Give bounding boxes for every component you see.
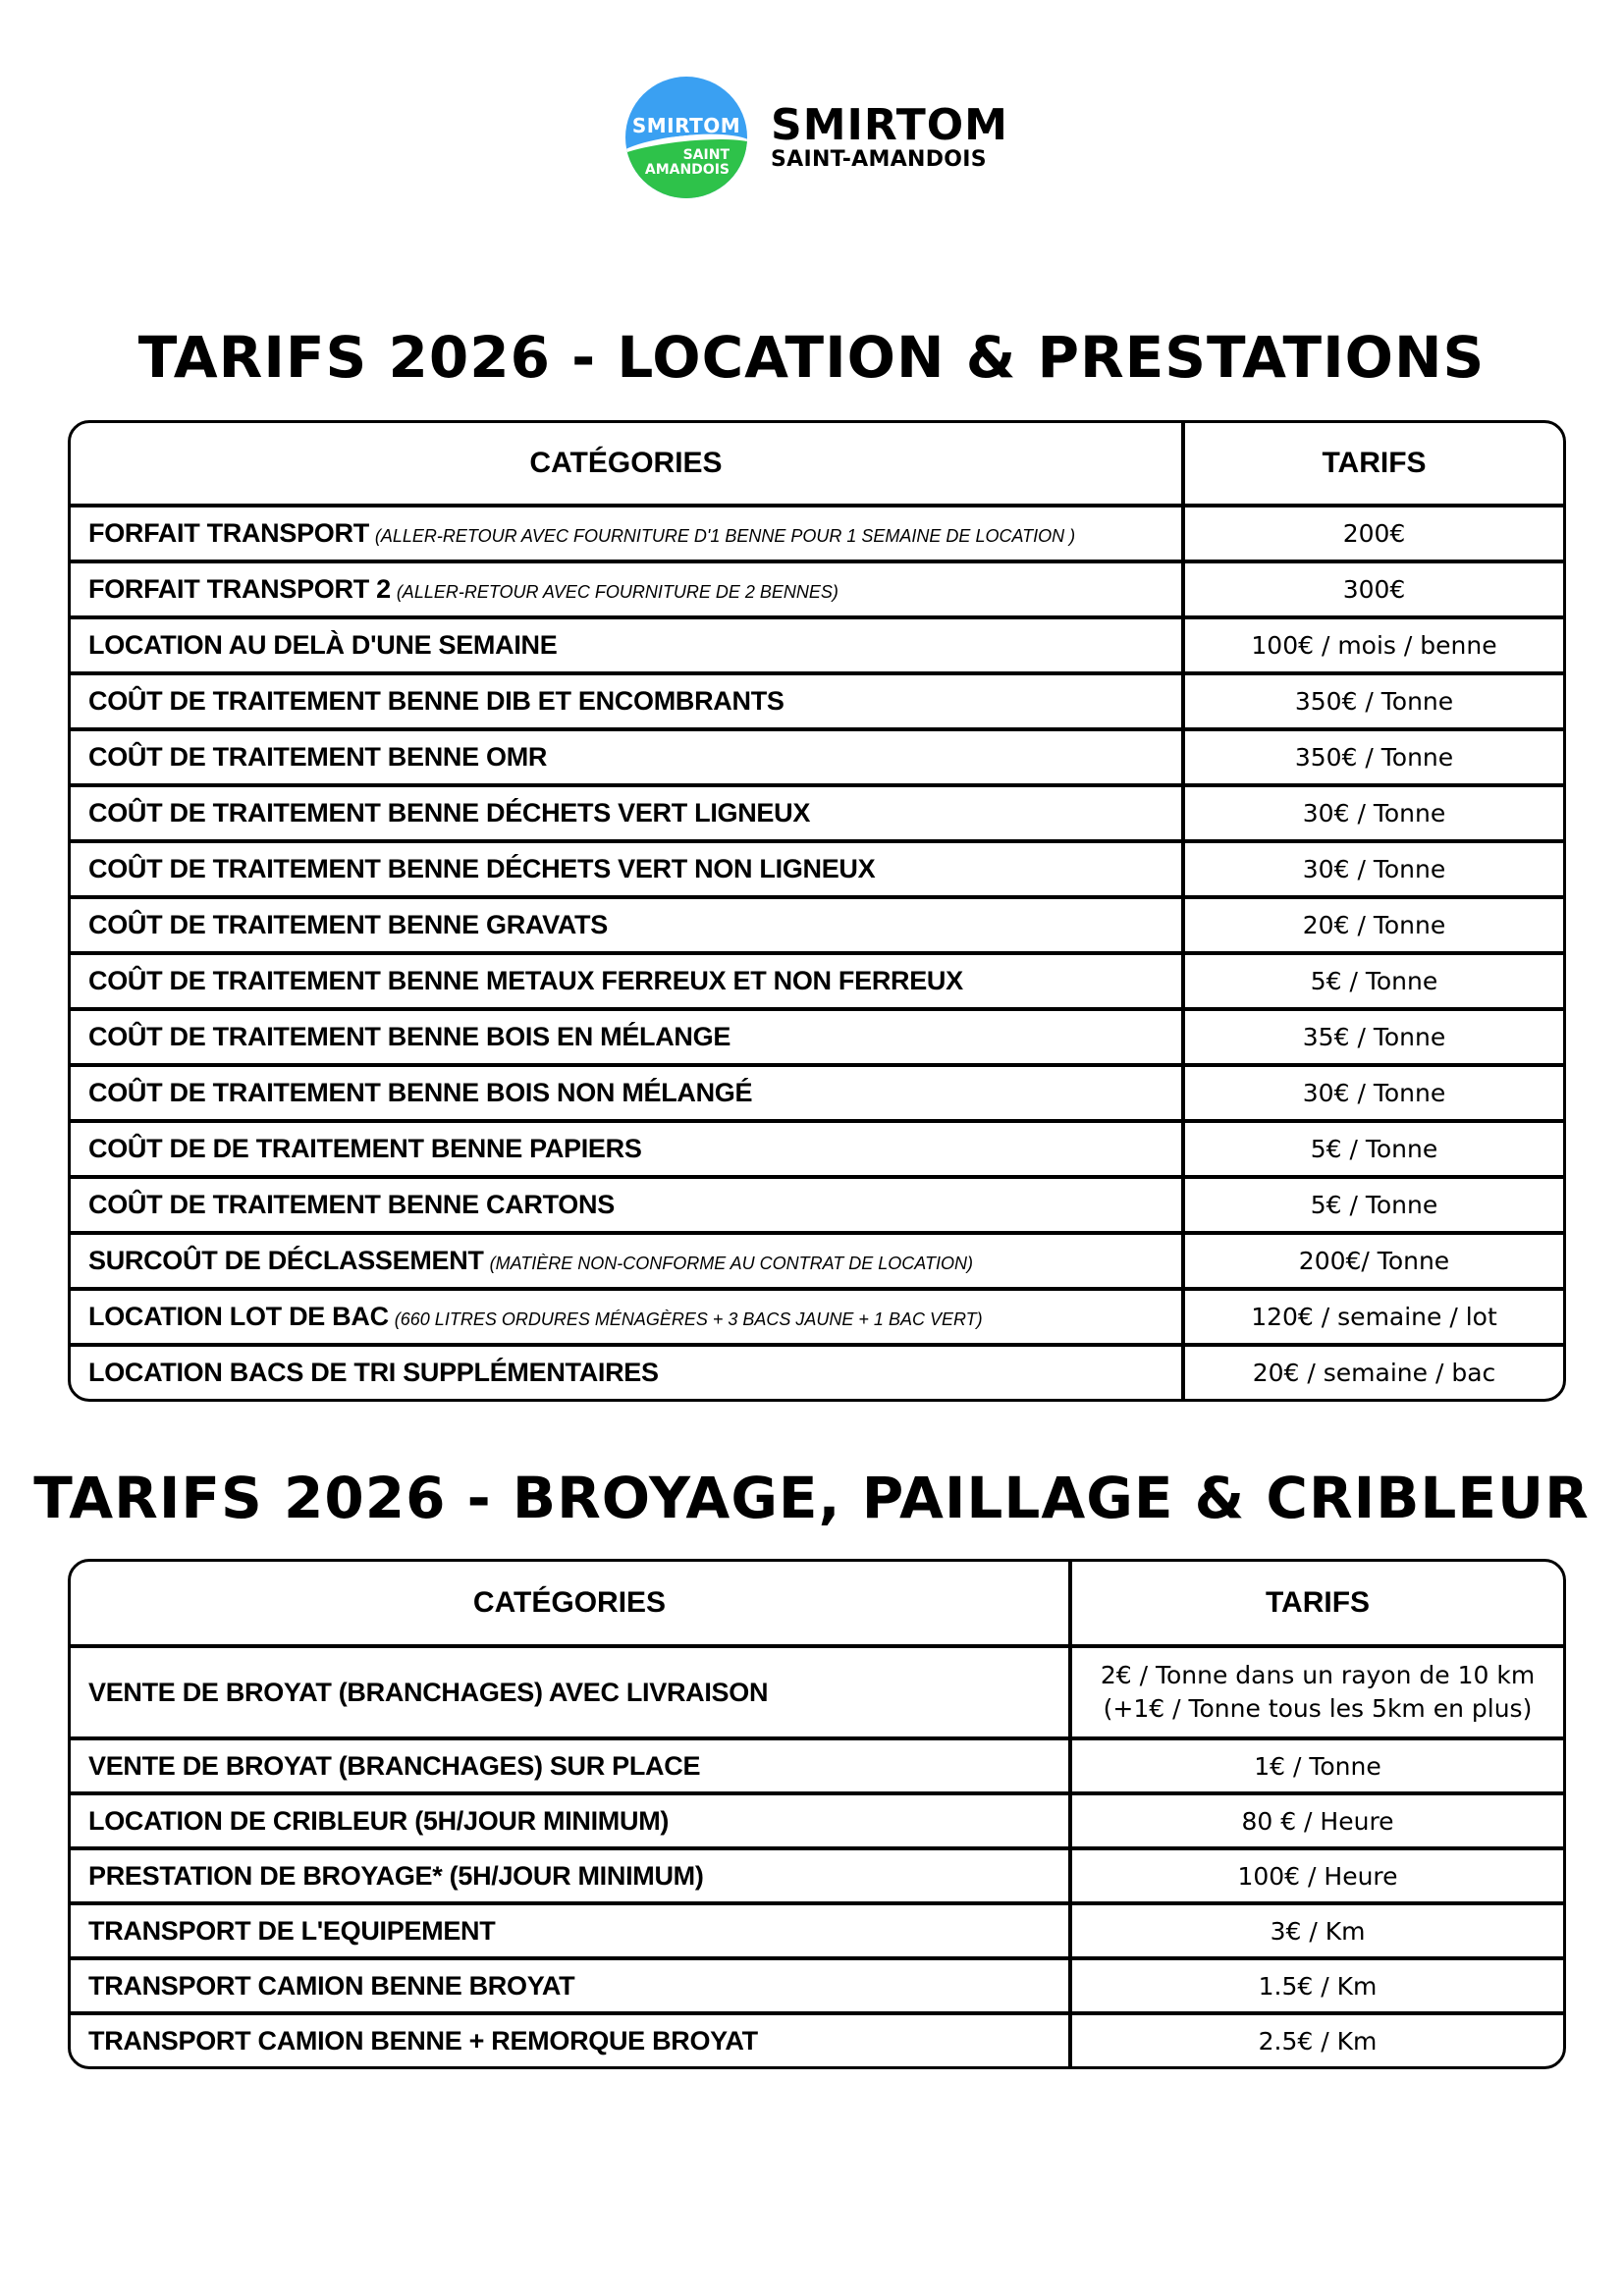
category-cell	[71, 1905, 1072, 1960]
table-row	[71, 2015, 1563, 2066]
header-tarifs: TARIFS	[1185, 423, 1563, 507]
price-cell: 30€ / Tonne	[1185, 1067, 1563, 1123]
price-cell: 300€	[1185, 563, 1563, 619]
category-cell	[71, 1960, 1072, 2015]
category-label: TRANSPORT DE L'EQUIPEMENT	[88, 1915, 496, 1946]
category-label: PRESTATION DE BROYAGE* (5H/JOUR MINIMUM)	[88, 1860, 704, 1891]
logo-badge-icon	[625, 77, 747, 198]
price-cell: 2.5€ / Km	[1258, 2026, 1378, 2056]
table-row	[71, 1795, 1563, 1850]
category-label: VENTE DE BROYAT (BRANCHAGES) SUR PLACE	[88, 1750, 701, 1781]
table-body-location	[71, 507, 1563, 1399]
table-row	[71, 507, 1563, 563]
price-cell: 350€ / Tonne	[1185, 675, 1563, 731]
table-row	[71, 1291, 1563, 1347]
table-row	[71, 1850, 1563, 1905]
price-cell: 100€ / mois / benne	[1185, 619, 1563, 675]
header-tarifs: TARIFS	[1072, 1562, 1563, 1648]
price-cell: 100€ / Heure	[1072, 1850, 1563, 1905]
table-row	[71, 899, 1563, 955]
category-label: COÛT DE TRAITEMENT BENNE METAUX FERREUX ET NON FERREUX	[88, 966, 963, 995]
logo-badge-line2-3	[645, 148, 730, 178]
category-label: COÛT DE TRAITEMENT BENNE GRAVATS	[88, 910, 608, 939]
table-row	[71, 955, 1563, 1011]
table-row	[71, 731, 1563, 787]
category-label: COÛT DE TRAITEMENT BENNE OMR	[88, 742, 548, 772]
category-cell	[71, 1179, 1185, 1235]
category-label: LOCATION BACS DE TRI SUPPLÉMENTAIRES	[88, 1358, 659, 1387]
section-title-broyage: TARIFS 2026 - BROYAGE, PAILLAGE & CRIBLEUR	[33, 1465, 1590, 1531]
category-label: FORFAIT TRANSPORT 2	[88, 574, 391, 604]
table-row	[71, 1347, 1563, 1399]
category-cell	[71, 1347, 1185, 1399]
category-cell	[71, 563, 1185, 619]
smirtom-logo	[625, 77, 1008, 198]
logo-wordmark	[771, 100, 1008, 172]
price-cell: 5€ / Tonne	[1185, 955, 1563, 1011]
category-cell	[71, 1795, 1072, 1850]
category-label: TRANSPORT CAMION BENNE + REMORQUE BROYAT	[88, 2025, 758, 2056]
category-cell	[71, 899, 1185, 955]
table-row	[71, 1179, 1563, 1235]
logo-badge-line2: SAINT	[682, 147, 730, 163]
category-label: FORFAIT TRANSPORT	[88, 518, 369, 548]
category-label: COÛT DE TRAITEMENT BENNE BOIS EN MÉLANGE	[88, 1022, 731, 1051]
table-row	[71, 563, 1563, 619]
price-cell: 30€ / Tonne	[1185, 843, 1563, 899]
price-cell: 200€	[1185, 507, 1563, 563]
table-row	[71, 843, 1563, 899]
category-label: COÛT DE TRAITEMENT BENNE DÉCHETS VERT NON LIGNEUX	[88, 854, 876, 883]
logo-wordmark-line1: SMIRTOM	[771, 100, 1008, 150]
price-cell: 20€ / semaine / bac	[1252, 1359, 1496, 1387]
price-cell: 5€ / Tonne	[1185, 1123, 1563, 1179]
category-cell	[71, 1123, 1185, 1179]
price-cell: 3€ / Km	[1072, 1905, 1563, 1960]
category-cell	[71, 675, 1185, 731]
table-row	[71, 1960, 1563, 2015]
logo-wordmark-line2: SAINT-AMANDOIS	[771, 147, 987, 172]
table-row	[71, 619, 1563, 675]
category-cell	[71, 619, 1185, 675]
table-row	[71, 675, 1563, 731]
table-row	[71, 1905, 1563, 1960]
logo-badge-line3: AMANDOIS	[644, 162, 730, 178]
price-cell: 20€ / Tonne	[1185, 899, 1563, 955]
table-row	[71, 1740, 1563, 1795]
table-row	[71, 1067, 1563, 1123]
category-cell	[71, 1235, 1185, 1291]
category-cell	[71, 843, 1185, 899]
category-label: LOCATION DE CRIBLEUR (5H/JOUR MINIMUM)	[88, 1805, 670, 1836]
category-cell	[71, 731, 1185, 787]
table-row	[71, 1235, 1563, 1291]
category-label: LOCATION AU DELÀ D'UNE SEMAINE	[88, 630, 558, 660]
price-cell: 200€/ Tonne	[1185, 1235, 1563, 1291]
tarifs-table-broyage	[68, 1559, 1566, 2069]
category-cell	[71, 1850, 1072, 1905]
category-note: (ALLER-RETOUR AVEC FOURNITURE D'1 BENNE POUR 1 SEMAINE DE LOCATION )	[374, 526, 1076, 546]
tarifs-table-location	[68, 420, 1566, 1402]
price-cell: 80 € / Heure	[1072, 1795, 1563, 1850]
price-price-line1: 2€ / Tonne dans un rayon de 10 km	[1100, 1661, 1536, 1689]
category-cell	[71, 507, 1185, 563]
table-row	[71, 1011, 1563, 1067]
table-row	[71, 1123, 1563, 1179]
header-categories: CATÉGORIES	[71, 423, 1185, 507]
price-price-line2: (+1€ / Tonne tous les 5km en plus)	[1103, 1694, 1533, 1723]
category-cell	[71, 1291, 1185, 1347]
category-cell	[71, 787, 1185, 843]
price-cell: 350€ / Tonne	[1185, 731, 1563, 787]
category-label: TRANSPORT CAMION BENNE BROYAT	[88, 1970, 575, 2001]
price-cell: 1€ / Tonne	[1072, 1740, 1563, 1795]
price-cell: 30€ / Tonne	[1185, 787, 1563, 843]
category-note: (MATIÈRE NON-CONFORME AU CONTRAT DE LOCATION)	[489, 1254, 973, 1273]
table-row	[71, 787, 1563, 843]
category-cell	[71, 1011, 1185, 1067]
section-title-location: TARIFS 2026 - LOCATION & PRESTATIONS	[137, 324, 1486, 391]
category-label: COÛT DE TRAITEMENT BENNE BOIS NON MÉLANGÉ	[88, 1078, 753, 1107]
header-categories: CATÉGORIES	[71, 1562, 1072, 1648]
category-cell	[71, 1067, 1185, 1123]
category-label: SURCOÛT DE DÉCLASSEMENT	[88, 1246, 484, 1275]
category-cell	[71, 1648, 1072, 1740]
price-cell: 5€ / Tonne	[1185, 1179, 1563, 1235]
price-cell: 35€ / Tonne	[1185, 1011, 1563, 1067]
category-label: COÛT DE TRAITEMENT BENNE DÉCHETS VERT LIGNEUX	[88, 798, 811, 828]
price-cell	[1072, 1648, 1563, 1740]
category-note: (660 LITRES ORDURES MÉNAGÈRES + 3 BACS JAUNE + 1 BAC VERT)	[394, 1309, 983, 1329]
category-label: COÛT DE TRAITEMENT BENNE CARTONS	[88, 1190, 615, 1219]
table-header-row	[71, 423, 1563, 507]
price-cell: 1.5€ / Km	[1072, 1960, 1563, 2015]
category-label: COÛT DE DE TRAITEMENT BENNE PAPIERS	[88, 1134, 642, 1163]
table-body-broyage	[71, 1648, 1563, 2066]
logo-badge-line1: SMIRTOM	[631, 114, 741, 137]
category-label: LOCATION LOT DE BAC	[88, 1302, 389, 1331]
category-label: COÛT DE TRAITEMENT BENNE DIB ET ENCOMBRANTS	[88, 686, 784, 716]
category-note: (ALLER-RETOUR AVEC FOURNITURE DE 2 BENNES)	[396, 582, 839, 602]
table-header-row	[71, 1562, 1563, 1648]
category-cell	[71, 2015, 1072, 2066]
price-cell: 120€ / semaine / lot	[1185, 1291, 1563, 1347]
category-cell	[71, 1740, 1072, 1795]
table-row	[71, 1648, 1563, 1740]
category-cell	[71, 955, 1185, 1011]
category-label: VENTE DE BROYAT (BRANCHAGES) AVEC LIVRAISON	[88, 1677, 769, 1707]
